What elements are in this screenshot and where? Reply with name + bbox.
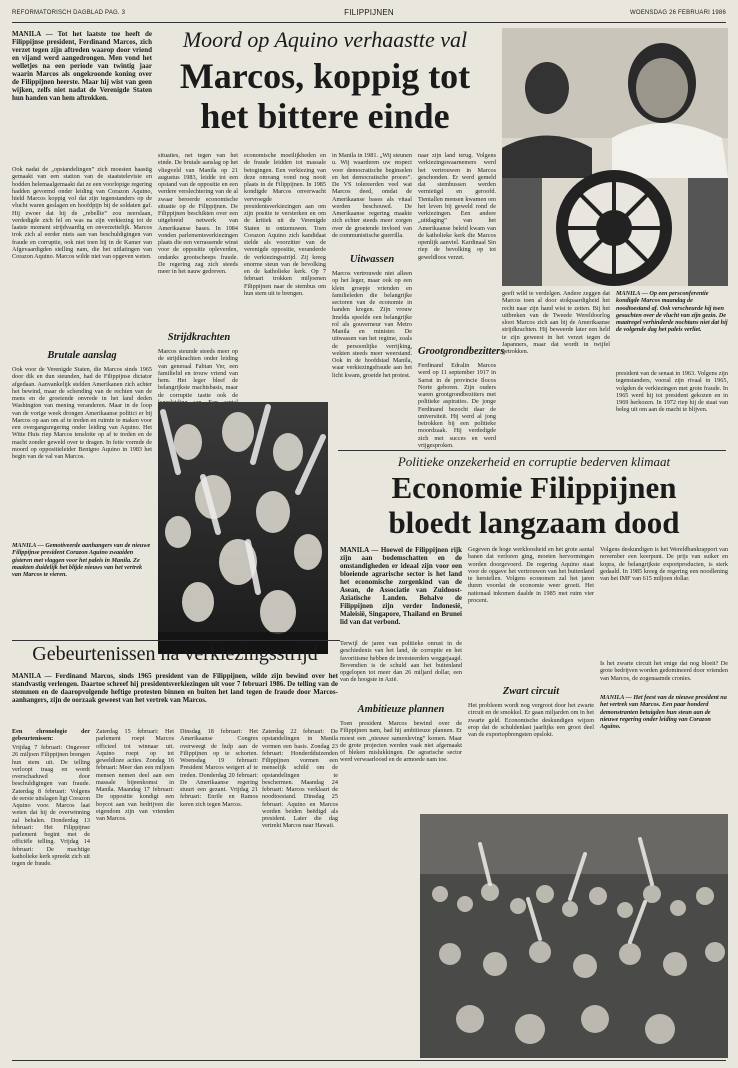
article1-col7-text: president van de senaat in 1963. Volgens zijn tegenstanders, vooral zijn rivaal in 1965, volgden de verkiezingen met grote fraude. In 1965 werd hij tot president gekozen en in 1969 herkozen. In 1972 riep hij de staat van beleg uit om aan de macht te blijven.	[616, 370, 728, 414]
article1-headline	[160, 56, 490, 136]
article3-col1-head: Een chronologie der gebeurtenissen:	[12, 728, 90, 743]
article3-top-rule	[12, 640, 340, 641]
article1-col6-text: geeft wild te verdelgen. Andere zeggen dat Marcos toen al door stokpaardigheid het recht naar zijn hand wist te zetten. Bij het uitbreken van de Tweede Wereldoorlog sloot Marcos zich aan bij de Amerikaanse strijdkrachten. Hij beweerde later een held te zijn geweest in het verzet tegen de Japanners, maar dat wordt in twijfel getrokken.	[502, 290, 610, 355]
article1-headline-line2: het bittere einde	[200, 96, 450, 136]
marcos-photo-graphic	[502, 28, 728, 286]
header-date: WOENSDAG 26 FEBRUARI 1986	[629, 10, 726, 16]
article2-col3-text2: Is het zwarte circuit het enige dat nog bloeit? De grote bedrijven worden gedomineerd door vrienden van Marcos, de zogenaamde cronies.	[600, 660, 728, 682]
article1-col4-text2: Marcos vertrouwde niet alleen op het leger, maar ook op een klein groepje vrienden en familieleden die belangrijke sectoren van de economie in handen kregen. Zijn vrouw Imelda speelde een belangrijke rol als gouverneur van Metro Manila en minister. De uitwassen van het regime, zoals de persoonlijke verrijking, wekten steeds meer weerstand. Ook in de hoofdstad Manila, waar verkiezingsfraude aan het licht kwam, groeide het protest.	[332, 270, 412, 379]
article1-sub-strijdkrachten: Strijdkrachten	[167, 332, 231, 343]
article2-col3-text: Volgens deskundigen is het Wereldbankrapport van november een keerpunt. De prijs van suiker en kopra, de belangrijkste exportproducten, is sterk gedaald. In 1985 kreeg de regering een noodlening van het IMF van 615 miljoen dollar.	[600, 546, 728, 582]
crowd-celebration-photo	[158, 402, 328, 654]
article2-col2-text: Gegeven de hoge werkloosheid en het grote aantal banen dat verloren ging, moeten hervormingen worden doorgevoerd. De regering Aquino staat voor de opgave het vertrouwen van het buitenland te herstellen. Volgens economen zal het jaren duren voordat de economie weer groeit. Het nationaal inkomen daalde in 1985 met ruim vier procent.	[468, 546, 594, 604]
article1-sub-uitwassen: Uitwassen	[349, 254, 395, 265]
demonstrators-photo	[420, 814, 728, 1058]
article2-col2-text2: Het probleem wordt nog vergroot door het zwarte circuit en de smokkel. Er gaan miljarden om in het zwarte geld. Economische deskundigen wijzen erop dat de schuldenlast jaarlijks een groot deel van de exportopbrengsten opslokt.	[468, 702, 594, 738]
article2-caption: MANILA — Het feest van de nieuwe president na het vertrek van Marcos. Een paar honderd demonstranten betuigden hun steun aan de nieuwe regering onder leiding van Corazon Aquino.	[600, 694, 727, 731]
header-rule	[12, 22, 726, 23]
article2-kicker: Politieke onzekerheid en corruptie bederven klimaat	[397, 454, 671, 469]
article3-col4-text: Zaterdag 22 februari: De opstandelingen in Manila vormen een basis. Zondag 23 februari: Honderdduizenden Filippijnen vormen een menselijk schild om de opstandelingen te beschermen. Maandag 24 februari: Marcos verklaart de noodtoestand. Dinsdag 25 februari: Aquino en Marcos worden beiden beëdigd als president. Later die dag vertrekt Marcos naar Hawaii.	[262, 728, 338, 830]
page-header	[12, 8, 726, 20]
article2-intro: MANILA — Hoewel de Filippijnen rijk zijn aan bodemschatten en de omstandigheden er ideaal zijn voor een bloeiende agrarische sector is het land het economische zorgenkind van de Asean, de Associatie van Zuidoost-Aziatische Landen. Behalve de Filippijnen zijn verder Indonesië, Maleisië, Singapore, Thailand en Brunei lid van dat verbond.	[340, 546, 462, 626]
article1-col3-text: economische moeilijkheden en de fraude leidden tot massale betogingen. Een verkiezing van deze omvang vond nog nooit plaats in de Filippijnen. In 1985 kondigde Marcos onverwacht vervroegde presidentsverkiezingen aan om zijn positie te versterken en om de kritiek uit de Verenigde Staten te ontzenuwen. Toen Corazon Aquino zich kandidaat stelde als voorzitter van de verenigde oppositie, veranderde de verkiezingsstrijd. Zij kreeg enorme steun van de bevolking en de katholieke kerk. Op 7 februari trokken miljoenen Filippijnen naar de stembus om hun stem uit te brengen.	[244, 152, 326, 297]
article3-headline: Gebeurtenissen na verkiezingsstrijd	[32, 643, 318, 665]
marcos-photo-caption: MANILA — Op een persconferentie kondigde Marcos maandag de noodtoestand af. Ook verscheurde hij toen gesuchten over de vlucht van zijn gezin. De maatregel verhinderde nochtans niet dat hij de volgende dag het paleis verliet.	[616, 290, 728, 334]
article1-col2-text: situaties, net tegen van het einde. De brutale aanslag op het vliegveld van Manila op 21 augustus 1983, leidde tot een opstand van de oppositie en een verdere verslechtering van de al zwaar beroerde economische situatie op de Filippijnen. De Filippijnen beschikten over een uitgebreid netwerk van Amerikaanse bases. In 1984 vonden parlementsverkiezingen plaats die een verrassende winst voor de oppositie opleverden, ondanks grootscheeps fraude. De regering zag zich steeds meer in het nauw gedreven.	[158, 152, 238, 275]
header-section: FILIPPIJNEN	[344, 8, 394, 17]
demonstrators-photo-graphic	[420, 814, 728, 1058]
article1-headline-line1: Marcos, koppig tot	[179, 56, 471, 96]
article2-sub-zwart: Zwart circuit	[502, 686, 560, 697]
article2-headline	[340, 470, 728, 540]
article2-top-rule	[338, 450, 726, 451]
article3-intro: MANILA — Ferdinand Marcos, sinds 1965 president van de Filippijnen, wilde zijn bewind over het standvastig verlengen. Daartoe schreef hij presidentsverkiezingen uit voor 7 februari 1986. De telling van de stemmen en de daaropvolgende heftige protesten binnen en buiten het land tegen de fraude door Marcos-aanhangers, zijn de oorzaak geweest van het vertrek van Marcos.	[12, 672, 338, 704]
article1-sub-grootgrond: Grootgrondbezitters	[418, 346, 505, 357]
footer-rule	[12, 1060, 726, 1061]
article1-col1-text2: Ook voor de Verenigde Staten, die Marcos sinds 1965 door dik en dun steunden, had de Filippijnse dictator afgedaan. Aanvankelijk stelden Amerikanen zich achter het bewind, maar de schending van de rechten van de mens en de groeiende onvrede in het land deden Washington van mening veranderen. Maar in de loop van de vorige week drongen Amerikaanse politici er bij Marcos op aan om af te treden en ruimte te maken voor een overgangsregering onder leiding van Aquino. Het Witte Huis riep Marcos tenslotte op af te treden en de macht zonder geweld over te dragen. In feite vormde de moord op oppositieleider Benigno Aquino in 1983 het begin van de val van Marcos.	[12, 366, 152, 460]
article1-intro: MANILA — Tot het laatste toe heeft de Filippijnse president, Ferdinand Marcos, zich verzet tegen zijn aftreden waarop door vriend en vijand werd aangedrongen. Men vond het welletjes na een periode van twintig jaar waarin Marcos als ongekroonde koning over de Filippijnen heerste. Maar hij wist van geen wijken, zelfs niet nadat de Verenigde Staten hun handen van hem aftrokken.	[12, 30, 152, 102]
article3-col1-text: Vrijdag 7 februari: Ongeveer 26 miljoen Filippijnen brengen hun stem uit. De telling verloopt traag en wordt overschaduwd door beschuldigingen van fraude. Zaterdag 8 februari: Volgens de eerste uitslagen ligt Corazon Aquino voor. Marcos laat weten dat hij de overwinning zal behalen. Donderdag 13 februari: Het Filippijnse parlement begint met de officiële telling. Vrijdag 14 februari: De machtige katholieke kerk spreekt zich uit tegen de fraude.	[12, 744, 91, 867]
article1-col5-text: naar zijn land terug. Volgens verkiezingswaarnemers werd het vertrouwen in Marcos geschonden. Er werd gemeld dat stembussen werden vernietigd en geroofd. Tientallen mensen kwamen om het leven bij geweld rond de verkiezingen. Een andere „uitdaging” van het Amerikaanse beleid kwam van de katholieke kerk die Marcos openlijk aanviel. Kardinaal Sin riep de bevolking op tot geweldloos verzet.	[418, 152, 496, 261]
article1-caption: MANILA — Gemotiveerde aanhangers van de nieuwe Filippijnse president Corazon Aquino zwaaiden gisteren met vlaggen voor het paleis in Manila. Ze maakten duidelijk het blijde nieuws van het vertrek van Marcos te vieren.	[12, 542, 151, 579]
article1-col5-text2: Ferdinand Edralin Marcos werd op 11 september 1917 in Sarrat in de provincie Ilocos Norte geboren. Zijn ouders waren grootgrondbezitters met politieke aspiraties. De jonge Ferdinand bezocht daar de universiteit. Hij werd al jong betrokken bij een politieke moordzaak. Hij verdedigde zich met succes en werd vrijgesproken.	[418, 362, 496, 449]
article1-kicker: Moord op Aquino verhaastte val	[182, 27, 468, 52]
article2-headline-line1: Economie Filippijnen	[391, 470, 677, 505]
article2-col1-text2: Toen president Marcos bewind over de Filippijnen nam, had hij ambitieuze plannen. Er moest een „nieuwe samenleving” komen. Maar de grote projecten werden vaak niet afgemaakt of bleken mislukkingen. De agrarische sector werd verwaarloosd en de armoede nam toe.	[340, 720, 462, 764]
article2-sub-ambitieuze: Ambitieuze plannen	[357, 704, 445, 715]
article1-col4-text: in Manila in 1981. „Wij steunen u. Wij waarderen uw respect voor democratische beginselen en het democratische proces”. De VS tolereerden veel wat Marcos deed, omdat de Amerikaanse bases als vitaal werden beschouwd. De Amerikaanse regering maakte zich echter steeds meer zorgen over de groeiende invloed van de communistische guerrilla.	[332, 152, 412, 239]
marcos-portrait-photo	[502, 28, 728, 286]
article1-sub-brutaal: Brutale aanslag	[47, 350, 117, 361]
article1-col2-text2: Marcos steunde steeds meer op de strijdkrachten onder leiding van generaal Fabian Ver, een familielid en trouw vriend van hem. Het leger bleef de belangrijkste machtsbasis, maar de corruptie tastte ook de	[158, 348, 238, 399]
article2-col1-text: Terwijl de jaren van politieke onrust in de geschiedenis van het land, de corruptie en het favoritisme hebben de investeerders weggejaagd. Bovendien is de schuld aan het buitenland opgelopen tot meer dan 26 miljard dollar, een van de hoogste in Azië.	[340, 640, 462, 684]
article3-col3-text: Dinsdag 18 februari: Het Amerikaanse Congres overweegt de hulp aan de Filippijnen op te schorten. Woensdag 19 februari: President Marcos weigert af te treden. Donderdag 20 februari: De Amerikaanse regering stuurt een gezant. Vrijdag 21 februari: Enrile en Ramos keren zich tegen Marcos.	[180, 728, 258, 808]
article3-col2-text: Zaterdag 15 februari: Het parlement roept Marcos officieel tot winnaar uit. Aquino roept op tot geweldloze acties. Zondag 16 februari: Meer dan een miljoen mensen nemen deel aan een massale bijeenkomst in Manila. Maandag 17 februari: De oppositie kondigt een boycot aan van bedrijven die eigendom zijn van vrienden van Marcos.	[96, 728, 174, 822]
header-publication: REFORMATORISCH DAGBLAD PAG. 3	[12, 10, 126, 16]
crowd-photo-graphic	[158, 402, 328, 654]
article2-headline-line2: bloedt langzaam dood	[388, 505, 680, 540]
article1-col1-text: Ook nadat de „opstandelingen” zich moesten haastig gemaakt van een station van de staatstelevisie en bodden helemaalgemaakt dat ze een voorlopige regering hadden gevormd onder leiding van Corazon Aquino, hield Marcos koppig vol dat zijn tegenstanders op de vlucht waren geslagen en hoofdpijn bij de soldaten gaf. Hij zwoer dat hij de „rebellie” zou neerslaan, verdedigde zich fel en was na zijn verkiezing tot de laatste moment strijdvaardig en onverzettelijk. Marcos trok zich al eerder niets aan van beschuldigingen van fraude en corruptie, ook niet toen hij in de Kamer van Afgevaardigden stelling nam, die het uitlatingen van Corazon Aquino. Marcos wilde niet van opgeven weten.	[12, 166, 152, 260]
